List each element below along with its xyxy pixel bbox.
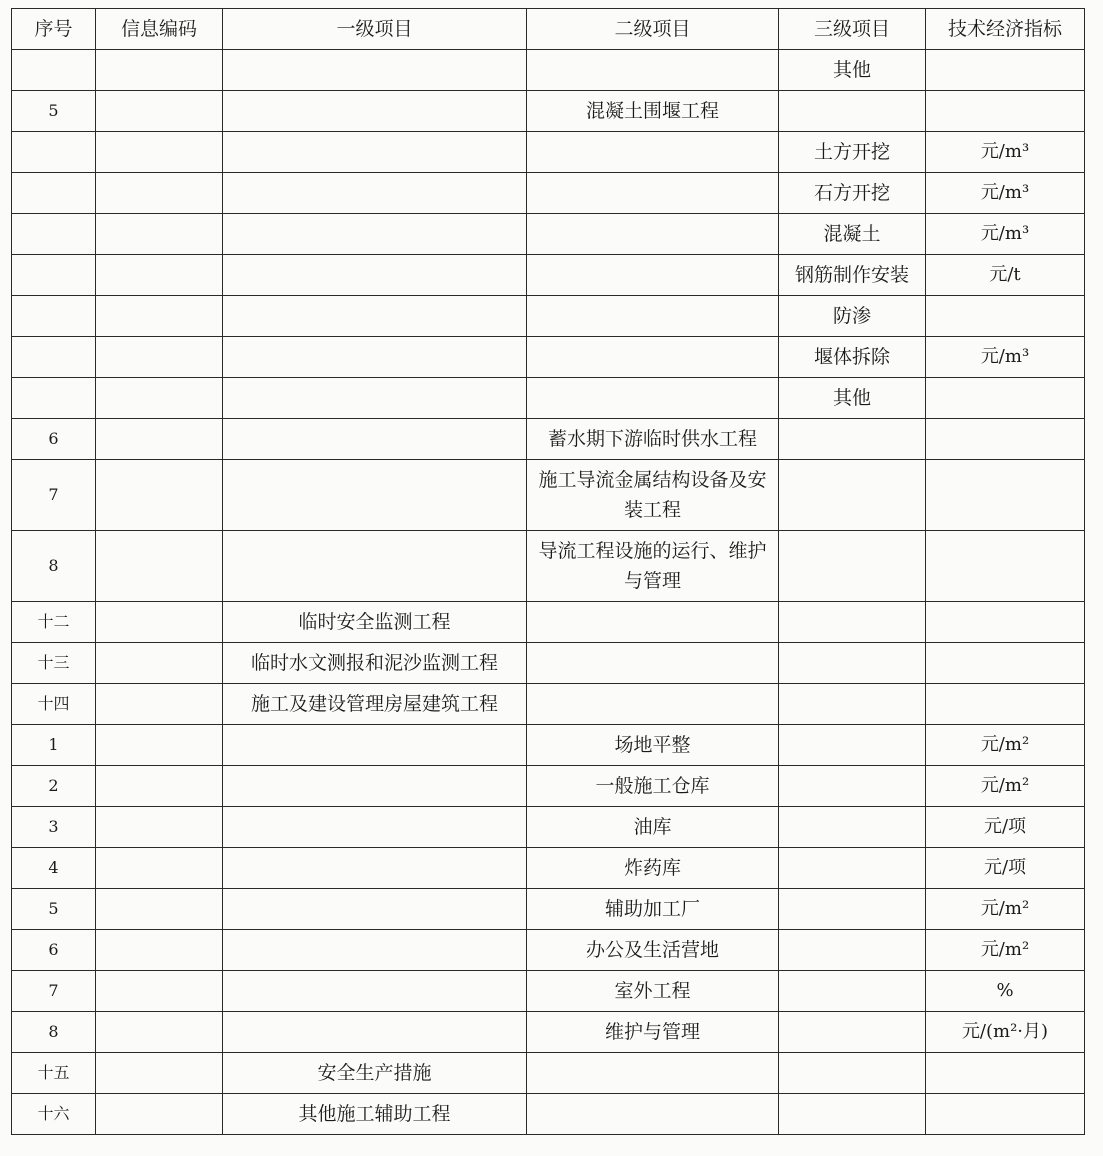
cell-level1: [223, 255, 527, 296]
header-seq: 序号: [12, 9, 96, 50]
cell-level1: [223, 337, 527, 378]
cell-level1: [223, 132, 527, 173]
cell-level2: [527, 1053, 779, 1094]
cell-level3: [779, 848, 926, 889]
cell-seq: [12, 337, 96, 378]
cell-level2: 维护与管理: [527, 1012, 779, 1053]
cell-level1: [223, 807, 527, 848]
cell-indicator: 元/m²: [926, 930, 1085, 971]
cell-indicator: [926, 460, 1085, 531]
cell-level2: 混凝土围堰工程: [527, 91, 779, 132]
cell-indicator: [926, 1053, 1085, 1094]
cell-level3: [779, 1053, 926, 1094]
cell-level2: 施工导流金属结构设备及安装工程: [527, 460, 779, 531]
cell-code: [96, 971, 223, 1012]
cell-code: [96, 296, 223, 337]
cell-code: [96, 725, 223, 766]
cell-indicator: 元/m³: [926, 337, 1085, 378]
cell-level2: [527, 643, 779, 684]
cell-seq: [12, 214, 96, 255]
cell-seq: 4: [12, 848, 96, 889]
cell-seq: 十三: [12, 643, 96, 684]
cell-level3: [779, 807, 926, 848]
table-row: [12, 807, 1085, 848]
cell-level3: [779, 602, 926, 643]
table-row: [12, 1012, 1085, 1053]
table-row: [12, 971, 1085, 1012]
cell-level3: 土方开挖: [779, 132, 926, 173]
cell-level1: 临时水文测报和泥沙监测工程: [223, 643, 527, 684]
table-row: [12, 766, 1085, 807]
cell-seq: 8: [12, 1012, 96, 1053]
cell-indicator: [926, 378, 1085, 419]
cell-level3: 堰体拆除: [779, 337, 926, 378]
cell-level1: [223, 1012, 527, 1053]
cell-seq: 1: [12, 725, 96, 766]
cell-seq: 7: [12, 971, 96, 1012]
cell-level3: 其他: [779, 50, 926, 91]
cell-level1: [223, 50, 527, 91]
cell-indicator: 元/m²: [926, 766, 1085, 807]
cell-level3: [779, 643, 926, 684]
cell-code: [96, 1053, 223, 1094]
cell-level2: 蓄水期下游临时供水工程: [527, 419, 779, 460]
cell-level1: [223, 296, 527, 337]
cell-code: [96, 419, 223, 460]
table-row: [12, 50, 1085, 91]
table-row: [12, 848, 1085, 889]
cell-code: [96, 214, 223, 255]
cell-level1: [223, 930, 527, 971]
table-body: [12, 50, 1085, 1135]
cell-code: [96, 337, 223, 378]
cell-indicator: 元/(m²·月): [926, 1012, 1085, 1053]
header-level1: 一级项目: [223, 9, 527, 50]
cell-code: [96, 807, 223, 848]
cell-level1: [223, 766, 527, 807]
header-level3: 三级项目: [779, 9, 926, 50]
table-row: [12, 602, 1085, 643]
cell-level2: 辅助加工厂: [527, 889, 779, 930]
table-row: [12, 889, 1085, 930]
cell-seq: 十五: [12, 1053, 96, 1094]
cell-level2: [527, 214, 779, 255]
cell-level3: [779, 684, 926, 725]
cost-item-table: [11, 8, 1085, 1135]
cell-level1: 其他施工辅助工程: [223, 1094, 527, 1135]
table-header-row: [12, 9, 1085, 50]
table-row: [12, 1053, 1085, 1094]
cell-level3: 石方开挖: [779, 173, 926, 214]
table-row: [12, 531, 1085, 602]
cell-level3: 混凝土: [779, 214, 926, 255]
cell-code: [96, 602, 223, 643]
cell-level2: 导流工程设施的运行、维护与管理: [527, 531, 779, 602]
cell-seq: [12, 173, 96, 214]
cell-seq: [12, 378, 96, 419]
cell-seq: 7: [12, 460, 96, 531]
cell-level1: [223, 91, 527, 132]
cell-level1: [223, 214, 527, 255]
cell-level2: 场地平整: [527, 725, 779, 766]
cell-code: [96, 848, 223, 889]
cell-indicator: [926, 602, 1085, 643]
cell-level3: [779, 889, 926, 930]
cell-level1: [223, 173, 527, 214]
cell-indicator: [926, 1094, 1085, 1135]
cell-level2: [527, 255, 779, 296]
header-code: 信息编码: [96, 9, 223, 50]
table-row: [12, 378, 1085, 419]
cell-seq: 2: [12, 766, 96, 807]
cell-code: [96, 173, 223, 214]
cell-level2: [527, 50, 779, 91]
table-row: [12, 337, 1085, 378]
cell-seq: 8: [12, 531, 96, 602]
cell-seq: 6: [12, 930, 96, 971]
cell-seq: 十二: [12, 602, 96, 643]
cell-level1: [223, 531, 527, 602]
cell-indicator: 元/t: [926, 255, 1085, 296]
table-row: [12, 255, 1085, 296]
cell-level1: 施工及建设管理房屋建筑工程: [223, 684, 527, 725]
cell-indicator: 元/m³: [926, 214, 1085, 255]
cell-indicator: 元/m²: [926, 725, 1085, 766]
cell-indicator: 元/m³: [926, 173, 1085, 214]
cell-level2: [527, 173, 779, 214]
table-row: [12, 132, 1085, 173]
cell-seq: 5: [12, 91, 96, 132]
table-row: [12, 684, 1085, 725]
cell-level3: [779, 419, 926, 460]
table-row: [12, 725, 1085, 766]
cell-code: [96, 766, 223, 807]
cell-indicator: 元/m²: [926, 889, 1085, 930]
cell-level3: 其他: [779, 378, 926, 419]
table-row: [12, 643, 1085, 684]
cell-level2: 一般施工仓库: [527, 766, 779, 807]
cell-level2: [527, 1094, 779, 1135]
cell-indicator: 元/m³: [926, 132, 1085, 173]
cell-level3: [779, 91, 926, 132]
table-row: [12, 460, 1085, 531]
cell-level3: [779, 1012, 926, 1053]
cell-level3: [779, 766, 926, 807]
cell-level1: 安全生产措施: [223, 1053, 527, 1094]
cell-level2: [527, 337, 779, 378]
cell-level3: [779, 460, 926, 531]
cell-indicator: 元/项: [926, 848, 1085, 889]
table-row: [12, 419, 1085, 460]
table-row: [12, 91, 1085, 132]
cell-level2: [527, 684, 779, 725]
cell-code: [96, 684, 223, 725]
cell-code: [96, 643, 223, 684]
cell-code: [96, 50, 223, 91]
cell-code: [96, 255, 223, 296]
cell-code: [96, 1094, 223, 1135]
table-row: [12, 214, 1085, 255]
table-row: [12, 1094, 1085, 1135]
cell-indicator: [926, 91, 1085, 132]
cell-level1: [223, 725, 527, 766]
cell-level1: [223, 848, 527, 889]
cell-indicator: %: [926, 971, 1085, 1012]
cell-level2: [527, 602, 779, 643]
cell-level2: 室外工程: [527, 971, 779, 1012]
cell-level3: [779, 930, 926, 971]
header-indicator: 技术经济指标: [926, 9, 1085, 50]
cell-level1: [223, 889, 527, 930]
cell-level1: [223, 971, 527, 1012]
cell-level1: [223, 378, 527, 419]
cell-level1: [223, 419, 527, 460]
table-row: [12, 173, 1085, 214]
cell-code: [96, 889, 223, 930]
cell-seq: [12, 132, 96, 173]
cell-code: [96, 132, 223, 173]
cell-indicator: [926, 643, 1085, 684]
cell-indicator: 元/项: [926, 807, 1085, 848]
cell-seq: 5: [12, 889, 96, 930]
cell-seq: 十四: [12, 684, 96, 725]
cell-indicator: [926, 419, 1085, 460]
cell-seq: [12, 255, 96, 296]
cell-code: [96, 460, 223, 531]
cell-level1: [223, 460, 527, 531]
cell-seq: 3: [12, 807, 96, 848]
cell-level2: [527, 296, 779, 337]
table-row: [12, 930, 1085, 971]
cell-level3: 防渗: [779, 296, 926, 337]
cell-code: [96, 91, 223, 132]
cell-level2: [527, 378, 779, 419]
cell-level3: [779, 531, 926, 602]
cell-indicator: [926, 684, 1085, 725]
cell-code: [96, 930, 223, 971]
cell-level3: [779, 1094, 926, 1135]
cell-level2: [527, 132, 779, 173]
cell-indicator: [926, 531, 1085, 602]
cell-level1: 临时安全监测工程: [223, 602, 527, 643]
cell-seq: [12, 50, 96, 91]
cell-level3: [779, 725, 926, 766]
cell-level3: [779, 971, 926, 1012]
cell-seq: [12, 296, 96, 337]
table-row: [12, 296, 1085, 337]
cell-code: [96, 378, 223, 419]
cell-code: [96, 1012, 223, 1053]
header-level2: 二级项目: [527, 9, 779, 50]
cell-level2: 炸药库: [527, 848, 779, 889]
cell-indicator: [926, 50, 1085, 91]
cell-indicator: [926, 296, 1085, 337]
cell-code: [96, 531, 223, 602]
cell-seq: 6: [12, 419, 96, 460]
cell-level2: 油库: [527, 807, 779, 848]
cell-seq: 十六: [12, 1094, 96, 1135]
cell-level2: 办公及生活营地: [527, 930, 779, 971]
cell-level3: 钢筋制作安装: [779, 255, 926, 296]
